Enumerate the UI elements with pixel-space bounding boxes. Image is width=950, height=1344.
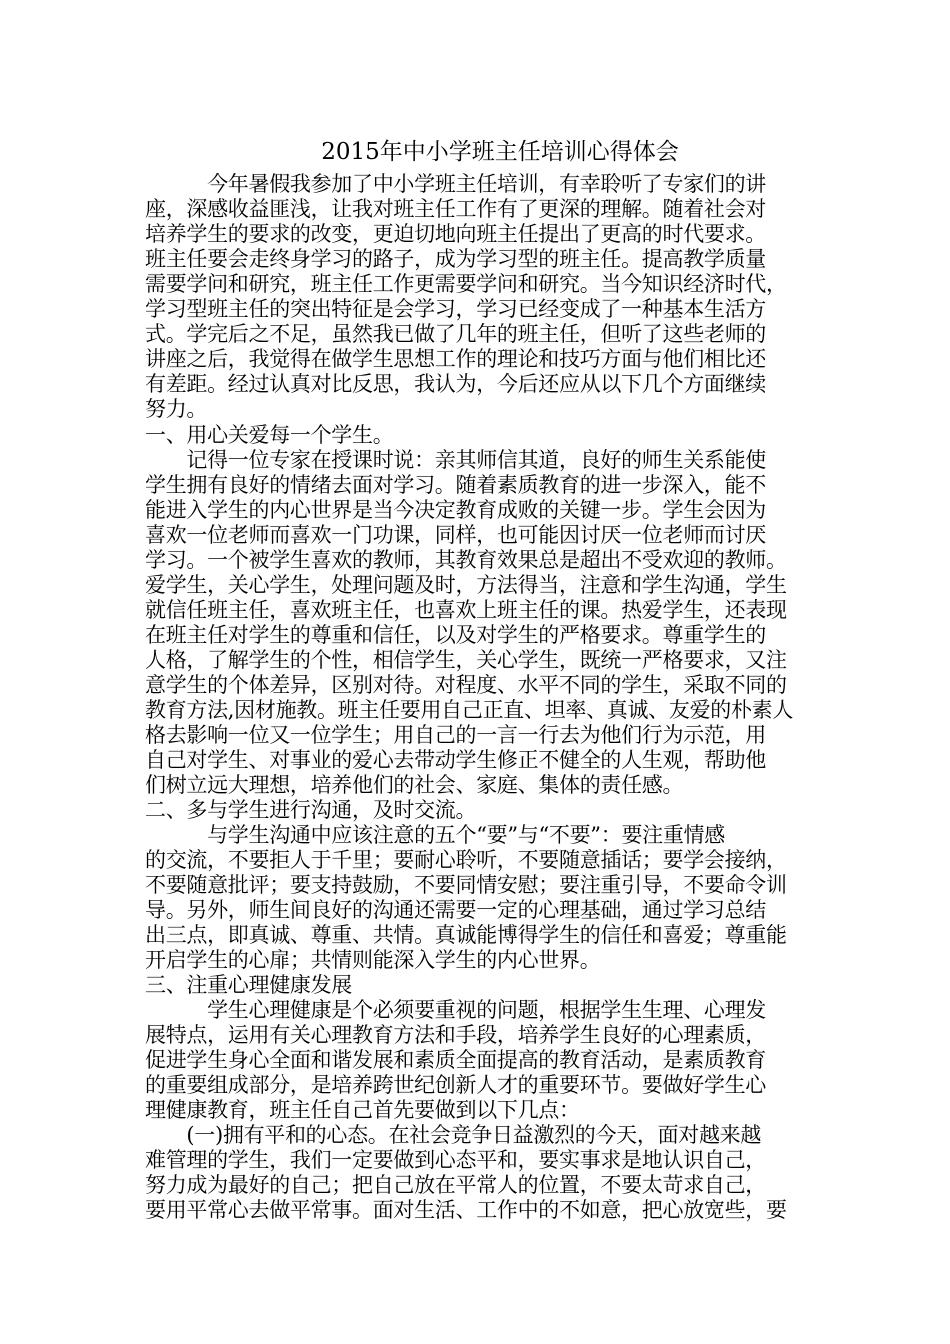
body-line: 展特点，运用有关心理教育方法和手段，培养学生良好的心理素质， — [145, 1023, 766, 1047]
body-line: 自己对学生、对事业的爱心去带动学生修正不健全的人生观，帮助他 — [145, 748, 766, 772]
body-line: 一、用心关爱每一个学生。 — [145, 423, 394, 447]
body-line: 班主任要会走终身学习的路子，成为学习型的班主任。提高教学质量 — [145, 247, 766, 271]
body-line: 式。学完后之不足，虽然我已做了几年的班主任，但听了这些老师的 — [145, 322, 766, 346]
body-line: 理健康教育，班主任自己首先要做到以下几点： — [145, 1098, 580, 1122]
body-line: 学习型班主任的突出特征是会学习，学习已经变成了一种基本生活方 — [145, 297, 766, 321]
body-line: 爱学生，关心学生，处理问题及时，方法得当，注意和学生沟通，学生 — [145, 573, 787, 597]
body-line: (一)拥有平和的心态。在社会竞争日益激烈的今天，面对越来越 — [145, 1123, 762, 1147]
body-line: 二、多与学生进行沟通，及时交流。 — [145, 798, 477, 822]
body-line: 努力。 — [145, 397, 208, 421]
body-line: 记得一位专家在授课时说：亲其师信其道，良好的师生关系能使 — [145, 448, 766, 472]
body-line: 要用平常心去做平常事。面对生活、工作中的不如意，把心放宽些，要 — [145, 1198, 787, 1222]
body-line: 培养学生的要求的改变，更迫切地向班主任提出了更高的时代要求。 — [145, 222, 766, 246]
body-line: 与学生沟通中应该注意的五个“要”与“不要”：要注重情感 — [145, 823, 725, 847]
body-line: 教育方法,因材施教。班主任要用自己正直、坦率、真诚、友爱的朴素人 — [145, 698, 794, 722]
body-line: 学生心理健康是个必须要重视的问题，根据学生生理、心理发 — [145, 998, 766, 1022]
body-line: 喜欢一位老师而喜欢一门功课，同样，也可能因讨厌一位老师而讨厌 — [145, 523, 766, 547]
body-line: 人格，了解学生的个性，相信学生，关心学生，既统一严格要求，又注 — [145, 648, 787, 672]
body-line: 格去影响一位又一位学生；用自己的一言一行去为他们行为示范，用 — [145, 723, 766, 747]
body-line: 的重要组成部分，是培养跨世纪创新人才的重要环节。要做好学生心 — [145, 1073, 766, 1097]
body-line: 不要随意批评；要支持鼓励，不要同情安慰；要注重引导，不要命令训 — [145, 873, 787, 897]
body-line: 出三点，即真诚、尊重、共情。真诚能博得学生的信任和喜爱；尊重能 — [145, 923, 787, 947]
body-line: 需要学问和研究，班主任工作更需要学问和研究。当今知识经济时代， — [145, 272, 787, 296]
body-line: 有差距。经过认真对比反思，我认为，今后还应从以下几个方面继续 — [145, 372, 766, 396]
body-line: 的交流，不要拒人于千里；要耐心聆听，不要随意插话；要学会接纳， — [145, 848, 787, 872]
body-line: 导。另外，师生间良好的沟通还需要一定的心理基础，通过学习总结 — [145, 898, 766, 922]
body-line: 能进入学生的内心世界是当今决定教育成败的关键一步。学生会因为 — [145, 498, 766, 522]
body-line: 们树立远大理想，培养他们的社会、家庭、集体的责任感。 — [145, 773, 684, 797]
body-line: 意学生的个体差异，区别对待。对程度、水平不同的学生，采取不同的 — [145, 673, 787, 697]
document-title: 2015年中小学班主任培训心得体会 — [321, 139, 679, 165]
body-line: 讲座之后，我觉得在做学生思想工作的理论和技巧方面与他们相比还 — [145, 347, 766, 371]
body-line: 学生拥有良好的情绪去面对学习。随着素质教育的进一步深入，能不 — [145, 473, 766, 497]
body-line: 座，深感收益匪浅，让我对班主任工作有了更深的理解。随着社会对 — [145, 197, 766, 221]
body-line: 难管理的学生，我们一定要做到心态平和，要实事求是地认识自己， — [145, 1148, 766, 1172]
body-line: 努力成为最好的自己；把自己放在平常人的位置，不要太苛求自己， — [145, 1173, 766, 1197]
body-line: 今年暑假我参加了中小学班主任培训，有幸聆听了专家们的讲 — [145, 172, 766, 196]
body-line: 就信任班主任，喜欢班主任，也喜欢上班主任的课。热爱学生，还表现 — [145, 598, 787, 622]
body-line: 学习。一个被学生喜欢的教师，其教育效果总是超出不受欢迎的教师。 — [145, 548, 787, 572]
body-line: 促进学生身心全面和谐发展和素质全面提高的教育活动，是素质教育 — [145, 1048, 766, 1072]
body-line: 开启学生的心扉；共情则能深入学生的内心世界。 — [145, 948, 601, 972]
body-line: 三、注重心理健康发展 — [145, 973, 352, 997]
body-line: 在班主任对学生的尊重和信任，以及对学生的严格要求。尊重学生的 — [145, 623, 766, 647]
